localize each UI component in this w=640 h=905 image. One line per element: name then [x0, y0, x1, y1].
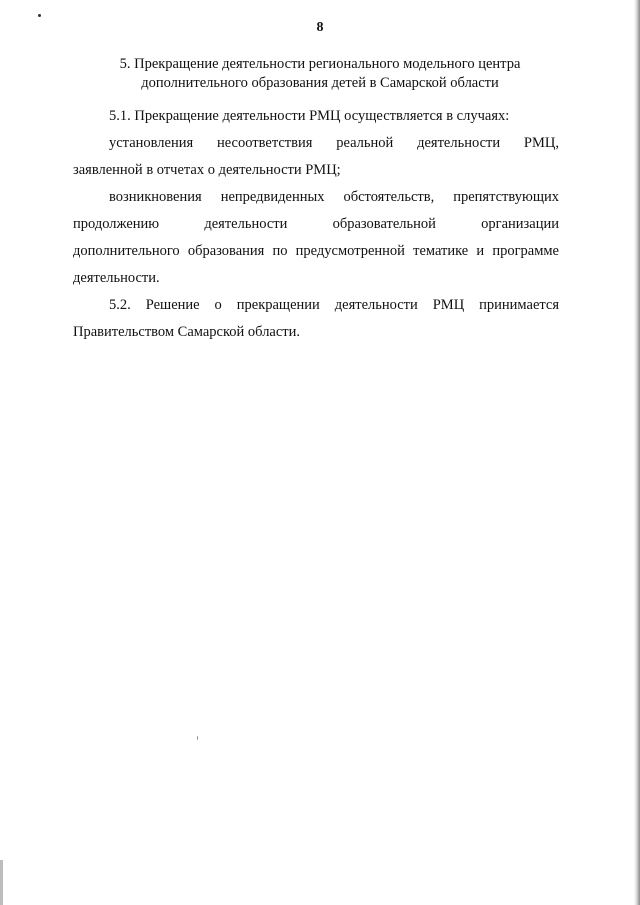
- paragraph-line: деятельности.: [73, 270, 160, 286]
- scan-edge-shadow: [634, 0, 640, 905]
- paragraph-line: 5.1. Прекращение деятельности РМЦ осуществляется в случаях:: [109, 108, 510, 124]
- paragraph-mismatch: [73, 130, 559, 184]
- paragraph-5-1: [73, 103, 559, 130]
- section-heading-line: 5. Прекращение деятельности регионального модельного центра: [119, 56, 521, 72]
- paragraph-line: заявленной в отчетах о деятельности РМЦ;: [73, 162, 341, 178]
- section-heading-line: дополнительного образования детей в Самарской области: [141, 75, 499, 91]
- scan-edge-mark: [0, 860, 3, 905]
- paragraph-circumstances: [73, 184, 559, 292]
- paragraph-line: продолжению деятельности образовательной организации: [73, 216, 559, 232]
- paragraph-line: Правительством Самарской области.: [73, 324, 301, 340]
- page-number: 8: [316, 20, 324, 35]
- paragraph-line: возникновения непредвиденных обстоятельств, препятствующих: [109, 189, 559, 205]
- scan-speck: [197, 736, 198, 740]
- paragraph-5-2: [73, 292, 559, 346]
- paragraph-line: установления несоответствия реальной деятельности РМЦ,: [109, 135, 559, 151]
- section-heading: [70, 55, 570, 93]
- scan-speck: [38, 14, 41, 17]
- paragraph-line: дополнительного образования по предусмотренной тематике и программе: [73, 243, 559, 259]
- paragraph-line: 5.2. Решение о прекращении деятельности РМЦ принимается: [109, 297, 559, 313]
